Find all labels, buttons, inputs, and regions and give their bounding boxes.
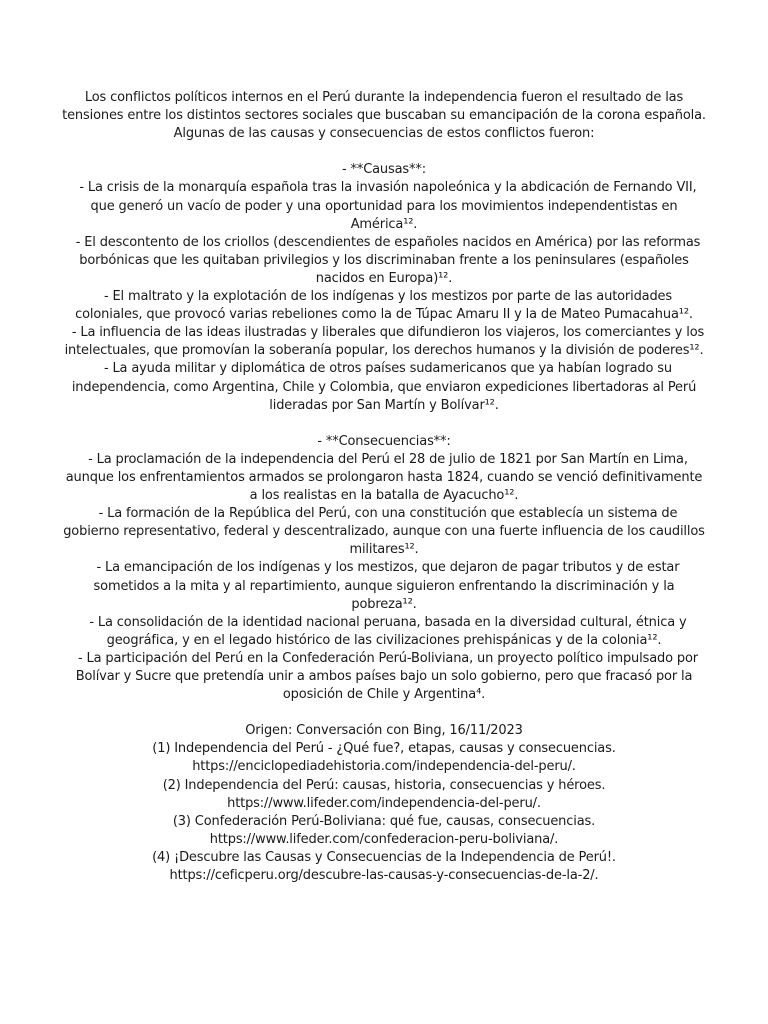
source-url: https://ceficperu.org/descubre-las-causas-y-consecuencias-de-la-2/. [169, 868, 599, 884]
intro-line: Algunas de las causas y consecuencias de estos conflictos fueron: [173, 126, 595, 142]
source-url: https://www.lifeder.com/independencia-del-peru/. [227, 795, 541, 811]
consecuencias-line: Bolívar y Sucre que pretendía unir a ambos países bajo un solo gobierno, pero que fracasó por la [75, 669, 693, 684]
intro-line: Los conflictos políticos internos en el Perú durante la independencia fueron el resultado de las [84, 90, 684, 105]
consecuencias-heading: - **Consecuencias**: [317, 433, 451, 449]
consecuencias-line: - La participación del Perú en la Confederación Perú-Boliviana, un proyecto político impulsado por [70, 650, 698, 666]
causas-line: - La influencia de las ideas ilustradas y liberales que difundieron los viajeros, los comerciantes y los [63, 325, 705, 341]
consecuencias-line: gobierno representativo, federal y descentralizado, aunque con una fuerte influencia de los caudillos [63, 524, 705, 540]
consecuencias-line: - La proclamación de la independencia del Perú el 28 de julio de 1821 por San Martín en Lima, [80, 451, 688, 467]
intro-paragraph [0, 89, 768, 143]
spacer [0, 415, 768, 433]
causas-line: coloniales, que provocó varias rebeliones como la de Túpac Amaru II y la de Mateo Pumacahua¹². [75, 307, 693, 323]
causas-line: intelectuales, que promovían la soberanía popular, los derechos humanos y la división de poderes¹². [64, 343, 704, 359]
source-title: (4) ¡Descubre las Causas y Consecuencias de la Independencia de Perú!. [152, 849, 616, 865]
source-title: (3) Confederación Perú-Boliviana: qué fue, causas, consecuencias. [172, 813, 596, 829]
causas-line: - El maltrato y la explotación de los indígenas y los mestizos por parte de las autoridades [95, 289, 673, 305]
source-url: https://www.lifeder.com/confederacion-peru-boliviana/. [209, 831, 559, 847]
sources-origin: Origen: Conversación con Bing, 16/11/2023 [245, 723, 523, 739]
consecuencias-line: - La formación de la República del Perú, con una constitución que establecía un sistema de [90, 506, 678, 522]
causas-heading: - **Causas**: [342, 162, 426, 178]
consecuencias-line: aunque los enfrentamientos armados se prolongaron hasta 1824, cuando se venció definitivamente [65, 469, 703, 485]
causas-line: - La ayuda militar y diplomática de otros países sudamericanos que ya habían logrado su [96, 361, 672, 377]
causas-line: que generó un vacío de poder y una oportunidad para los movimientos independentistas en [90, 198, 678, 214]
causas-section [0, 161, 768, 414]
consecuencias-line: oposición de Chile y Argentina⁴. [282, 687, 486, 703]
causas-line: independencia, como Argentina, Chile y Colombia, que enviaron expediciones libertadoras al Perú [71, 379, 697, 395]
consecuencias-line: - La emancipación de los indígenas y los mestizos, que dejaron de pagar tributos y de estar [88, 560, 680, 576]
consecuencias-line: militares¹². [349, 542, 419, 558]
intro-line: tensiones entre los distintos sectores sociales que buscaban su emancipación de la corona española. [62, 108, 706, 124]
causas-line: nacidos en Europa)¹². [315, 270, 453, 286]
causas-line: lideradas por San Martín y Bolívar¹². [269, 397, 499, 413]
consecuencias-section [0, 433, 768, 704]
source-url: https://enciclopediadehistoria.com/independencia-del-peru/. [192, 759, 576, 775]
document-page [0, 89, 768, 885]
causas-line: borbónicas que les quitaban privilegios y los discriminaban frente a los peninsulares (españoles [79, 252, 689, 268]
consecuencias-line: sometidos a la mita y al repartimiento, aunque siguieron enfrentando la discriminación y la [93, 578, 675, 594]
consecuencias-line: geográfica, y en el legado histórico de las civilizaciones prehispánicas y de la colonia¹². [106, 632, 662, 648]
source-title: (1) Independencia del Perú - ¿Qué fue?, etapas, causas y consecuencias. [152, 741, 616, 757]
causas-line: América¹². [350, 216, 418, 232]
consecuencias-line: pobreza¹². [351, 596, 417, 612]
consecuencias-line: - La consolidación de la identidad nacional peruana, basada en la diversidad cultural, étnica y [81, 614, 687, 630]
causas-line: - El descontento de los criollos (descendientes de españoles nacidos en América) por las reformas [67, 234, 701, 250]
spacer [0, 704, 768, 722]
consecuencias-line: a los realistas en la batalla de Ayacucho¹². [249, 488, 519, 504]
source-title: (2) Independencia del Perú: causas, historia, consecuencias y héroes. [162, 777, 606, 793]
spacer [0, 143, 768, 161]
causas-line: - La crisis de la monarquía española tras la invasión napoleónica y la abdicación de Fernando VII, [71, 180, 697, 196]
sources-section [0, 722, 768, 885]
